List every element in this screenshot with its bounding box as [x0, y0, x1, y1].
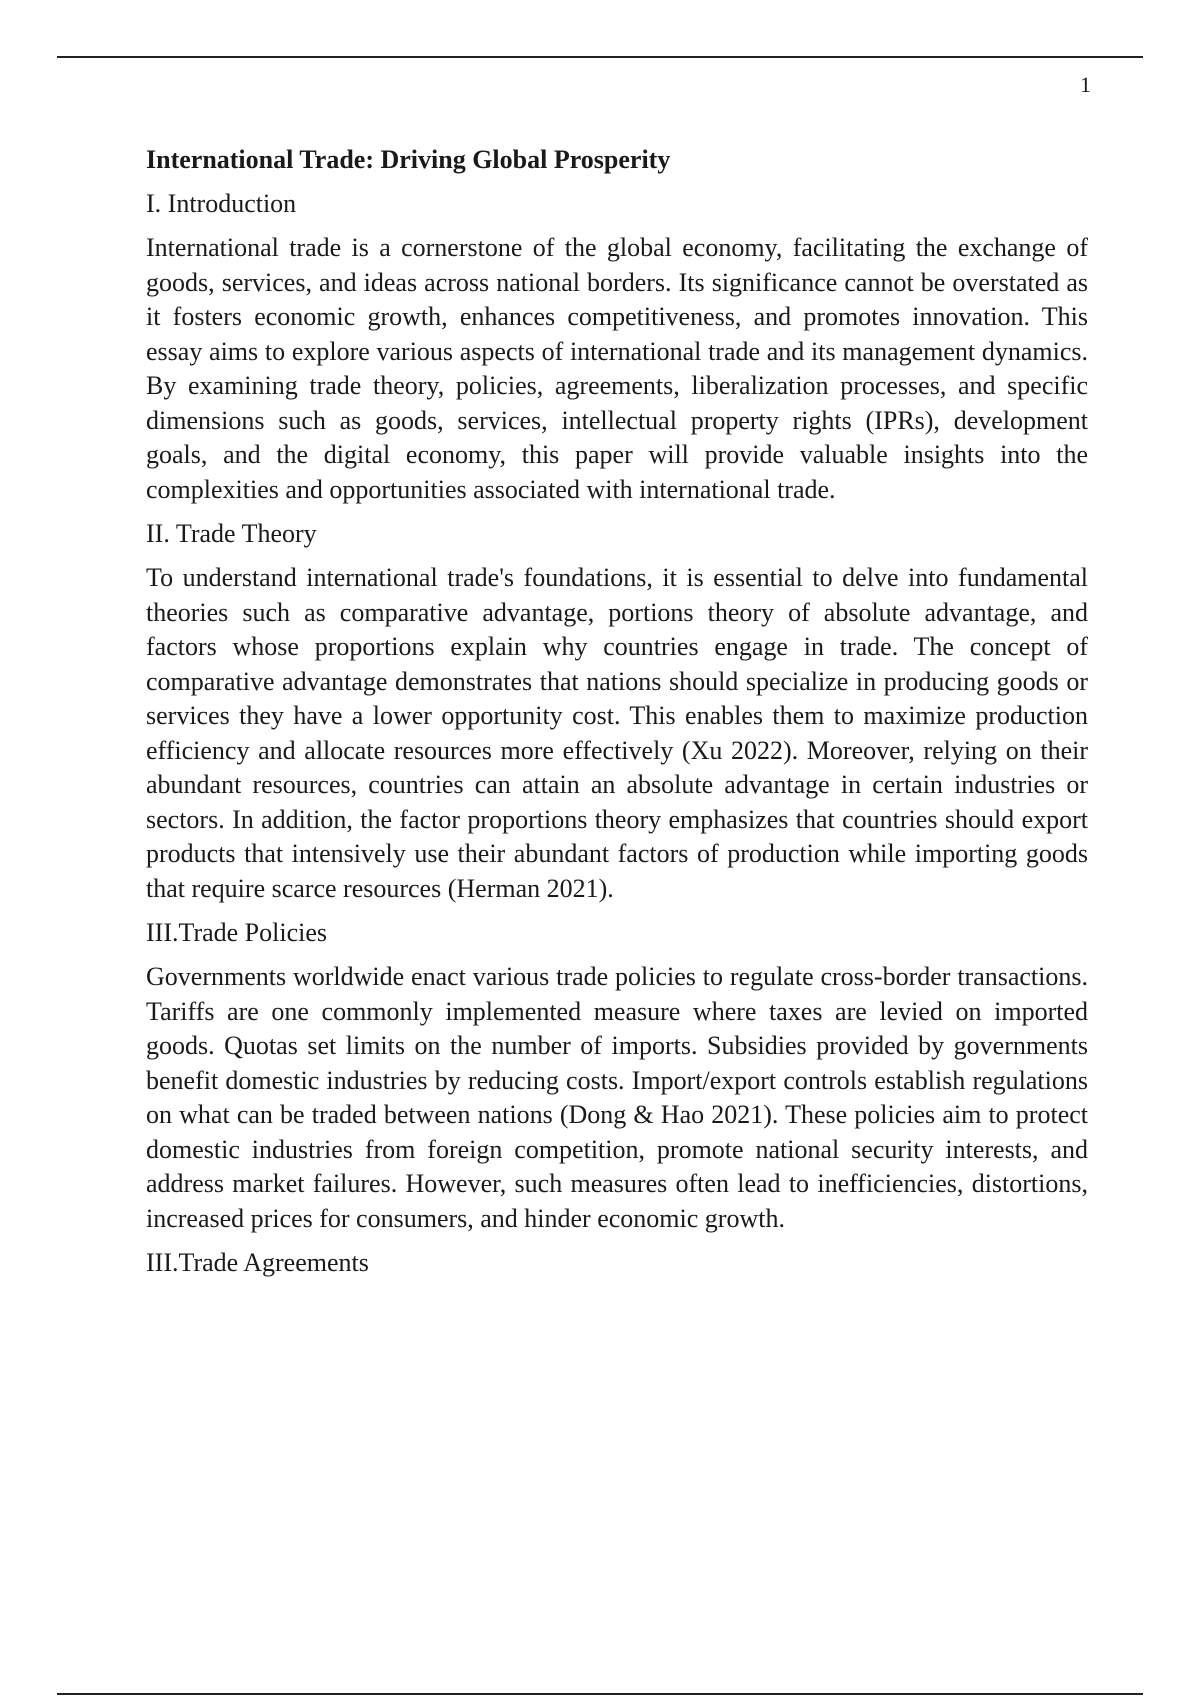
paragraph-introduction: International trade is a cornerstone of the global economy, facilitating the exchange of goods, services, and ideas across national borders. Its significance cannot be overstated as it fosters economic growth, enhances competitiveness, and promotes innovation. This essay aims to explore various aspects of international trade and its management dynamics. By examining trade theory, policies, agreements, liberalization processes, and specific dimensions such as goods, services, intellectual property rights (IPRs), development goals, and the digital economy, this paper will provide valuable insights into the complexities and opportunities associated with international trade. [146, 233, 1088, 504]
section-heading-trade-theory: II. Trade Theory [146, 519, 317, 548]
page-number: 1 [1080, 72, 1091, 97]
paragraph-trade-policies: Governments worldwide enact various trade policies to regulate cross-border transactions. Tariffs are one commonly implemented measure where taxes are levied on imported goods. Quotas set limits on the number of imports. Subsidies provided by governments benefit domestic industries by reducing costs. Import/export controls establish regulations on what can be traded between nations (Dong & Hao 2021). These policies aim to protect domestic industries from foreign competition, promote national security interests, and address market failures. However, such measures often lead to inefficiencies, distortions, increased prices for consumers, and hinder economic growth. [146, 962, 1088, 1233]
document-body [146, 143, 1088, 1290]
section-heading-trade-policies: III.Trade Policies [146, 918, 328, 947]
section-heading-trade-agreements: III.Trade Agreements [146, 1248, 369, 1277]
header-rule [57, 56, 1143, 58]
footer-rule [57, 1693, 1143, 1695]
section-heading-introduction: I. Introduction [146, 189, 297, 218]
document-title: International Trade: Driving Global Prosperity [146, 145, 671, 174]
paragraph-trade-theory: To understand international trade's foundations, it is essential to delve into fundamental theories such as comparative advantage, portions theory of absolute advantage, and factors whose proportions explain why countries engage in trade. The concept of comparative advantage demonstrates that nations should specialize in producing goods or services they have a lower opportunity cost. This enables them to maximize production efficiency and allocate resources more effectively (Xu 2022). Moreover, relying on their abundant resources, countries can attain an absolute advantage in certain industries or sectors. In addition, the factor proportions theory emphasizes that countries should export products that intensively use their abundant factors of production while importing goods that require scarce resources (Herman 2021). [146, 563, 1088, 903]
